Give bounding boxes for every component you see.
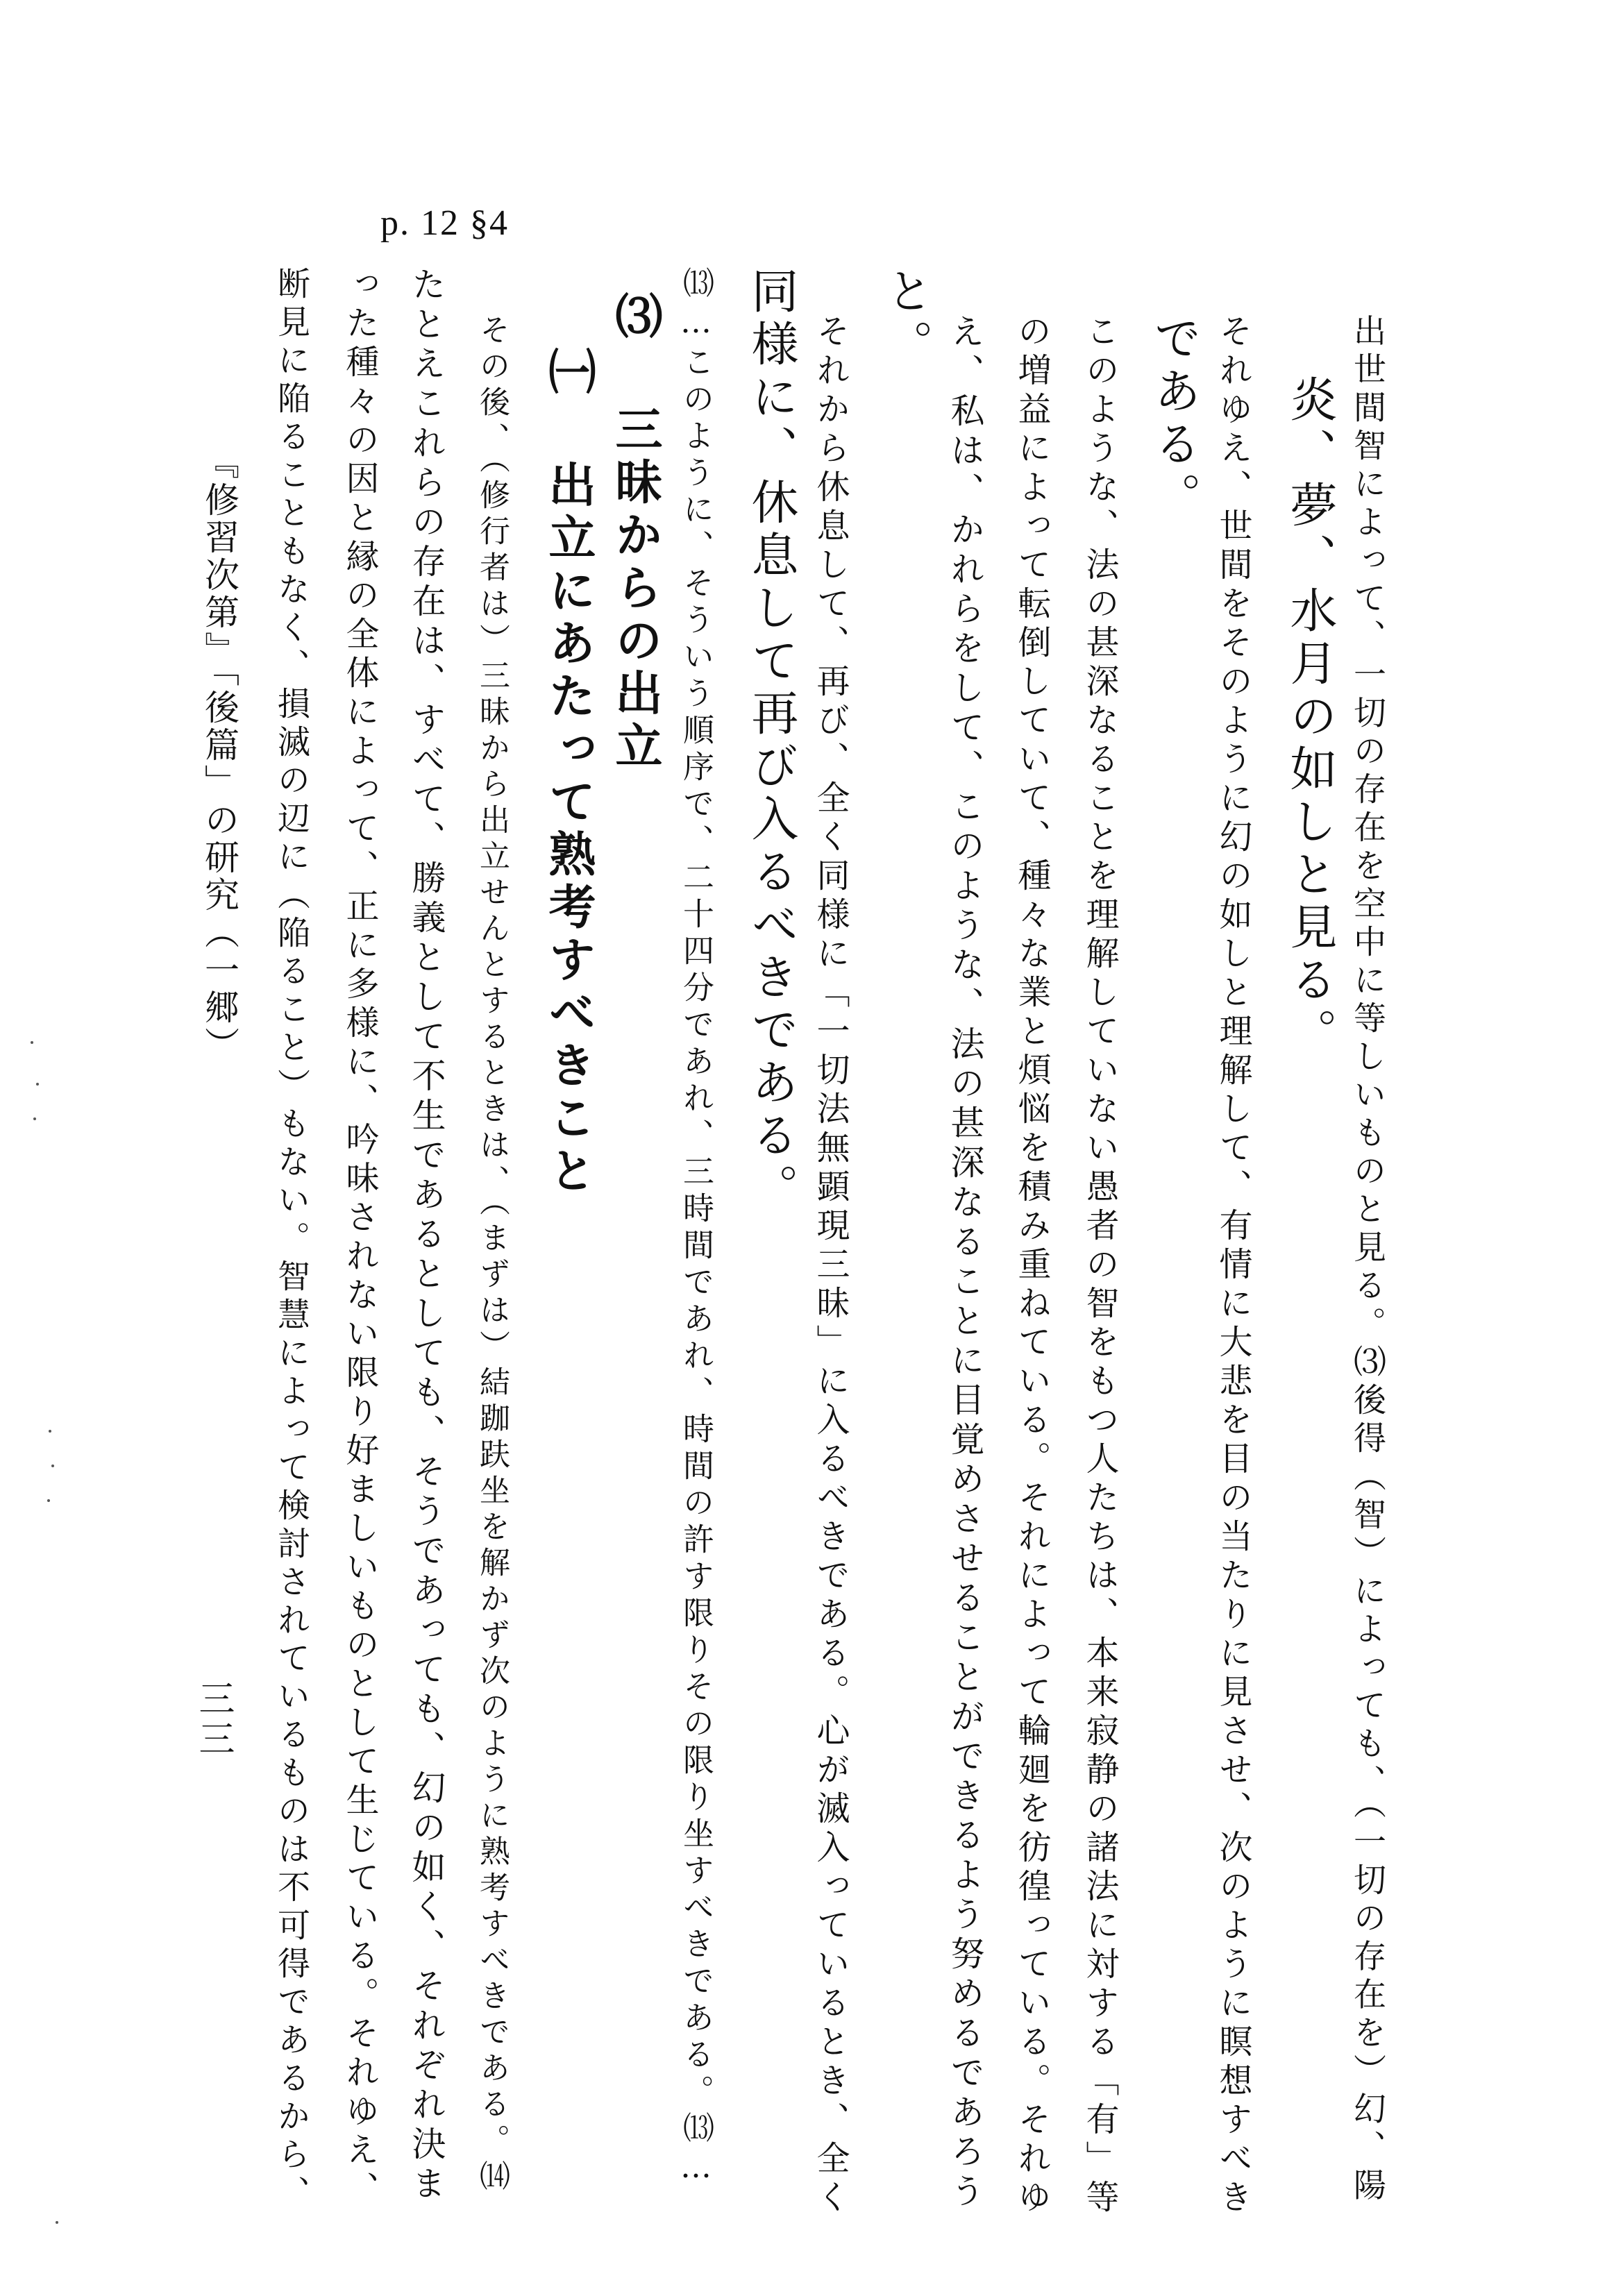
- text-line: 出世間智によって、一切の存在を空中に等しいものと見る。⑶後得（智）によっても、（一切の存在を）幻、陽: [1348, 314, 1386, 2206]
- text-line: の増益によって転倒していて、種々な業と煩悩を積み重ねている。それによって輪廻を彷徨っている。それゆ: [1012, 314, 1051, 2218]
- section-heading: ⑶ 三昧からの出立: [607, 292, 662, 774]
- text-line: その後、（修行者は）三昧から出立せんとするときは、（まずは）結跏趺坐を解かず次のように熟考すべきである。⒁: [474, 314, 510, 2196]
- text-line: である。: [1146, 314, 1201, 525]
- scan-speck: [36, 1083, 39, 1086]
- subsection-heading: ㈠ 出立にあたって熟考すべきこと: [541, 347, 596, 1199]
- scan-speck: [56, 2221, 58, 2224]
- text-line: たとえこれらの存在は、すべて、勝義として不生であるとしても、そうであっても、幻の如く、それぞれ決ま: [407, 267, 446, 2205]
- text-line: と。: [878, 267, 933, 372]
- text-line: ⒀…このように、そういう順序で、二十四分であれ、三時間であれ、時間の許す限りその限り坐すべきである。⒀…: [678, 267, 714, 2191]
- text-line: え、私は、かれらをして、このような、法の甚深なることに目覚めさせることができるよう努めるであろう: [945, 314, 985, 2213]
- scan-speck: [51, 1464, 54, 1467]
- text-line: 断見に陥ることもなく、損滅の辺に（陥ること）もない。智慧によって検討されているものは不可得であるから、: [272, 267, 310, 2213]
- text-line: った種々の因と縁の全体によって、正に多様に、吟味されない限り好ましいものとして生じている。それゆえ、: [340, 267, 379, 2210]
- running-title: 『修習次第』「後篇」の研究（一郷）: [199, 444, 239, 1064]
- scan-speck: [49, 1430, 51, 1433]
- text-line: このような、法の甚深なることを理解していない愚者の智をもつ人たちは、本来寂静の諸法に対する「有」等: [1080, 314, 1119, 2218]
- text-line: 炎、夢、水月の如しと見る。: [1282, 375, 1337, 1061]
- text-line: 同様に、休息して再び入るべきである。: [743, 267, 798, 1216]
- text-line: それから休息して、再び、全く同様に「一切法無顕現三昧」に入るべきである。心が滅入っているとき、全く: [811, 314, 850, 2218]
- page-reference: p. 12 §4: [380, 203, 509, 243]
- scan-speck: [33, 1117, 36, 1120]
- scan-speck: [47, 1499, 50, 1502]
- page-number: 三三: [192, 1680, 234, 1760]
- scan-speck: [31, 1041, 33, 1044]
- text-line: それゆえ、世間をそのように幻の如しと理解して、有情に大悲を目の当たりに見させ、次のように瞑想すべき: [1213, 314, 1252, 2218]
